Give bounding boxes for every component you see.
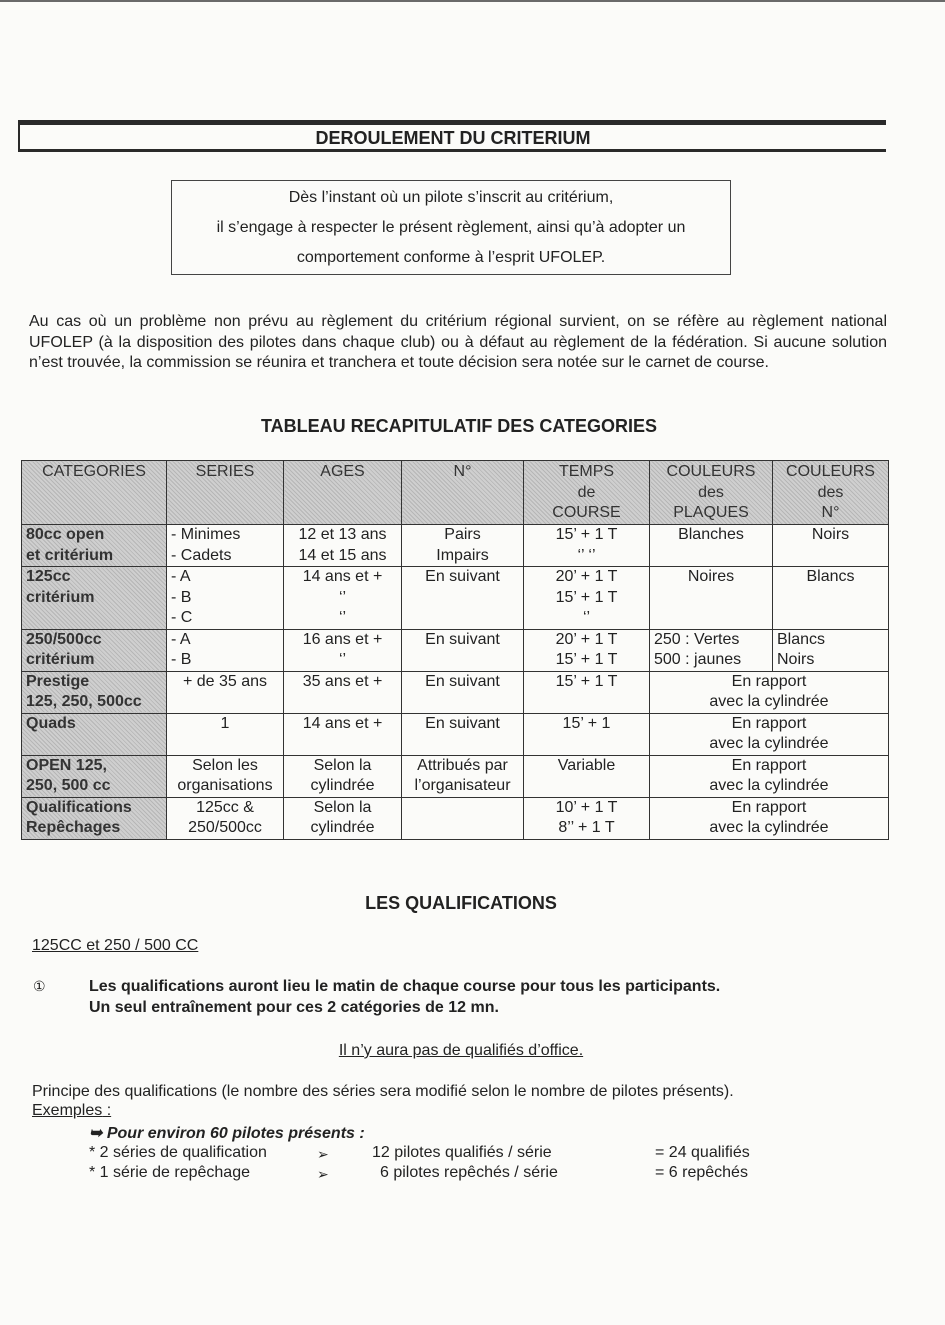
cell-categorie: Prestige 125, 250, 500cc <box>22 671 167 713</box>
exemples-colon: : <box>102 1102 112 1119</box>
qualifications-title: LES QUALIFICATIONS <box>365 893 557 913</box>
cell-numero: En suivant <box>402 713 524 755</box>
cell-temps: 20’ + 1 T 15’ + 1 T <box>524 629 650 671</box>
cell-ages: 35 ans et + <box>284 671 402 713</box>
cell-temps: 20’ + 1 T 15’ + 1 T ‘’ <box>524 567 650 630</box>
notice-box <box>171 180 731 275</box>
header-couleurs-numeros: COULEURS des N° <box>773 461 889 525</box>
cell-series: - Minimes - Cadets <box>167 525 284 567</box>
cell-ages: Selon la cylindrée <box>284 755 402 797</box>
table-row <box>22 797 889 839</box>
cell-couleurs-merged: En rapport avec la cylindrée <box>650 713 889 755</box>
cell-ages: 14 ans et + ‘’ ‘’ <box>284 567 402 630</box>
cell-temps: 15’ + 1 <box>524 713 650 755</box>
header-couleurs-plaques: COULEURS des PLAQUES <box>650 461 773 525</box>
cell-series: + de 35 ans <box>167 671 284 713</box>
header-ages: AGES <box>284 461 402 525</box>
cell-ages: Selon la cylindrée <box>284 797 402 839</box>
cell-numero: En suivant <box>402 671 524 713</box>
example-case-title: ➥ Pour environ 60 pilotes présents : <box>89 1125 365 1142</box>
item-number-icon: ① <box>33 978 46 994</box>
cell-couleurs-merged: En rapport avec la cylindrée <box>650 671 889 713</box>
cell-categorie: Qualifications Repêchages <box>22 797 167 839</box>
cell-numero: Pairs Impairs <box>402 525 524 567</box>
cell-numero: Attribués par l’organisateur <box>402 755 524 797</box>
cell-ages: 14 ans et + <box>284 713 402 755</box>
example-right: = 24 qualifiés <box>655 1144 750 1161</box>
cell-temps: 15’ + 1 T <box>524 671 650 713</box>
cell-numero <box>402 797 524 839</box>
table-row <box>22 671 889 713</box>
cell-ages: 16 ans et + ‘’ <box>284 629 402 671</box>
table-row <box>22 713 889 755</box>
cell-series: Selon les organisations <box>167 755 284 797</box>
example-left: * 1 série de repêchage <box>89 1164 250 1181</box>
cell-couleurs-numeros: Noirs <box>773 525 889 567</box>
table-row <box>22 755 889 797</box>
header-temps: TEMPS de COURSE <box>524 461 650 525</box>
categories-table <box>21 460 889 840</box>
cell-couleurs-merged: En rapport avec la cylindrée <box>650 755 889 797</box>
cell-ages: 12 et 13 ans 14 et 15 ans <box>284 525 402 567</box>
qualifications-rule-1: Les qualifications auront lieu le matin de chaque course pour tous les participants. <box>89 978 721 995</box>
table-row <box>22 525 889 567</box>
qualifications-subtitle: 125CC et 250 / 500 CC <box>32 937 199 954</box>
cell-series: - A - B <box>167 629 284 671</box>
cell-series: - A - B - C <box>167 567 284 630</box>
example-middle: 12 pilotes qualifiés / série <box>372 1144 552 1161</box>
rules-paragraph: Au cas où un problème non prévu au règlement du critérium régional survient, on se réfère au règlement national UFOLEP (à la disposition des pilotes dans chaque club) ou à défaut au règlement de la fédération. Si aucune solution n’est trouvée, la commission se réunira et tranchera et toute décision sera notée sur le carnet de course. <box>29 313 887 371</box>
notice-line: comportement conforme à l’esprit UFOLEP. <box>296 249 606 266</box>
qualifications-rule-2: Un seul entraînement pour ces 2 catégories de 12 mn. <box>89 999 499 1016</box>
cell-categorie: OPEN 125, 250, 500 cc <box>22 755 167 797</box>
cell-couleurs-merged: En rapport avec la cylindrée <box>650 797 889 839</box>
table-row <box>22 629 889 671</box>
cell-temps: Variable <box>524 755 650 797</box>
arrow-icon: ➢ <box>317 1146 329 1162</box>
cell-couleurs-plaques: Blanches <box>650 525 773 567</box>
cell-series: 125cc & 250/500cc <box>167 797 284 839</box>
cell-couleurs-plaques: Noires <box>650 567 773 630</box>
cell-categorie: 80cc open et critérium <box>22 525 167 567</box>
cell-categorie: 250/500cc critérium <box>22 629 167 671</box>
exemples-label <box>32 1102 111 1120</box>
principe-text: Principe des qualifications (le nombre des séries sera modifié selon le nombre de pilotes présents). <box>32 1083 734 1100</box>
cell-numero: En suivant <box>402 567 524 630</box>
document-title: DEROULEMENT DU CRITERIUM <box>18 120 886 152</box>
cell-series: 1 <box>167 713 284 755</box>
cell-categorie: Quads <box>22 713 167 755</box>
cell-couleurs-numeros: Blancs Noirs <box>773 629 889 671</box>
exemples-label-text: Exemples <box>32 1102 103 1119</box>
cell-temps: 10’ + 1 T 8’’ + 1 T <box>524 797 650 839</box>
example-middle: 6 pilotes repêchés / série <box>380 1164 558 1181</box>
notice-line: il s’engage à respecter le présent règlement, ainsi qu’à adopter un <box>216 219 686 236</box>
table-title: TABLEAU RECAPITULATIF DES CATEGORIES <box>261 416 657 436</box>
notice-line: Dès l’instant où un pilote s’inscrit au critérium, <box>288 189 614 206</box>
cell-couleurs-numeros: Blancs <box>773 567 889 630</box>
header-categories: CATEGORIES <box>22 461 167 525</box>
table-row <box>22 567 889 630</box>
cell-categorie: 125cc critérium <box>22 567 167 630</box>
example-right: = 6 repêchés <box>655 1164 748 1181</box>
table-header-row <box>22 461 889 525</box>
header-series: SERIES <box>167 461 284 525</box>
arrow-icon: ➢ <box>317 1166 329 1182</box>
cell-numero: En suivant <box>402 629 524 671</box>
cell-couleurs-plaques: 250 : Vertes 500 : jaunes <box>650 629 773 671</box>
top-scan-edge <box>0 0 945 2</box>
header-numero: N° <box>402 461 524 525</box>
no-qualified-notice: Il n’y aura pas de qualifiés d’office. <box>338 1042 584 1059</box>
example-left: * 2 séries de qualification <box>89 1144 267 1161</box>
cell-temps: 15’ + 1 T ‘’ ‘’ <box>524 525 650 567</box>
